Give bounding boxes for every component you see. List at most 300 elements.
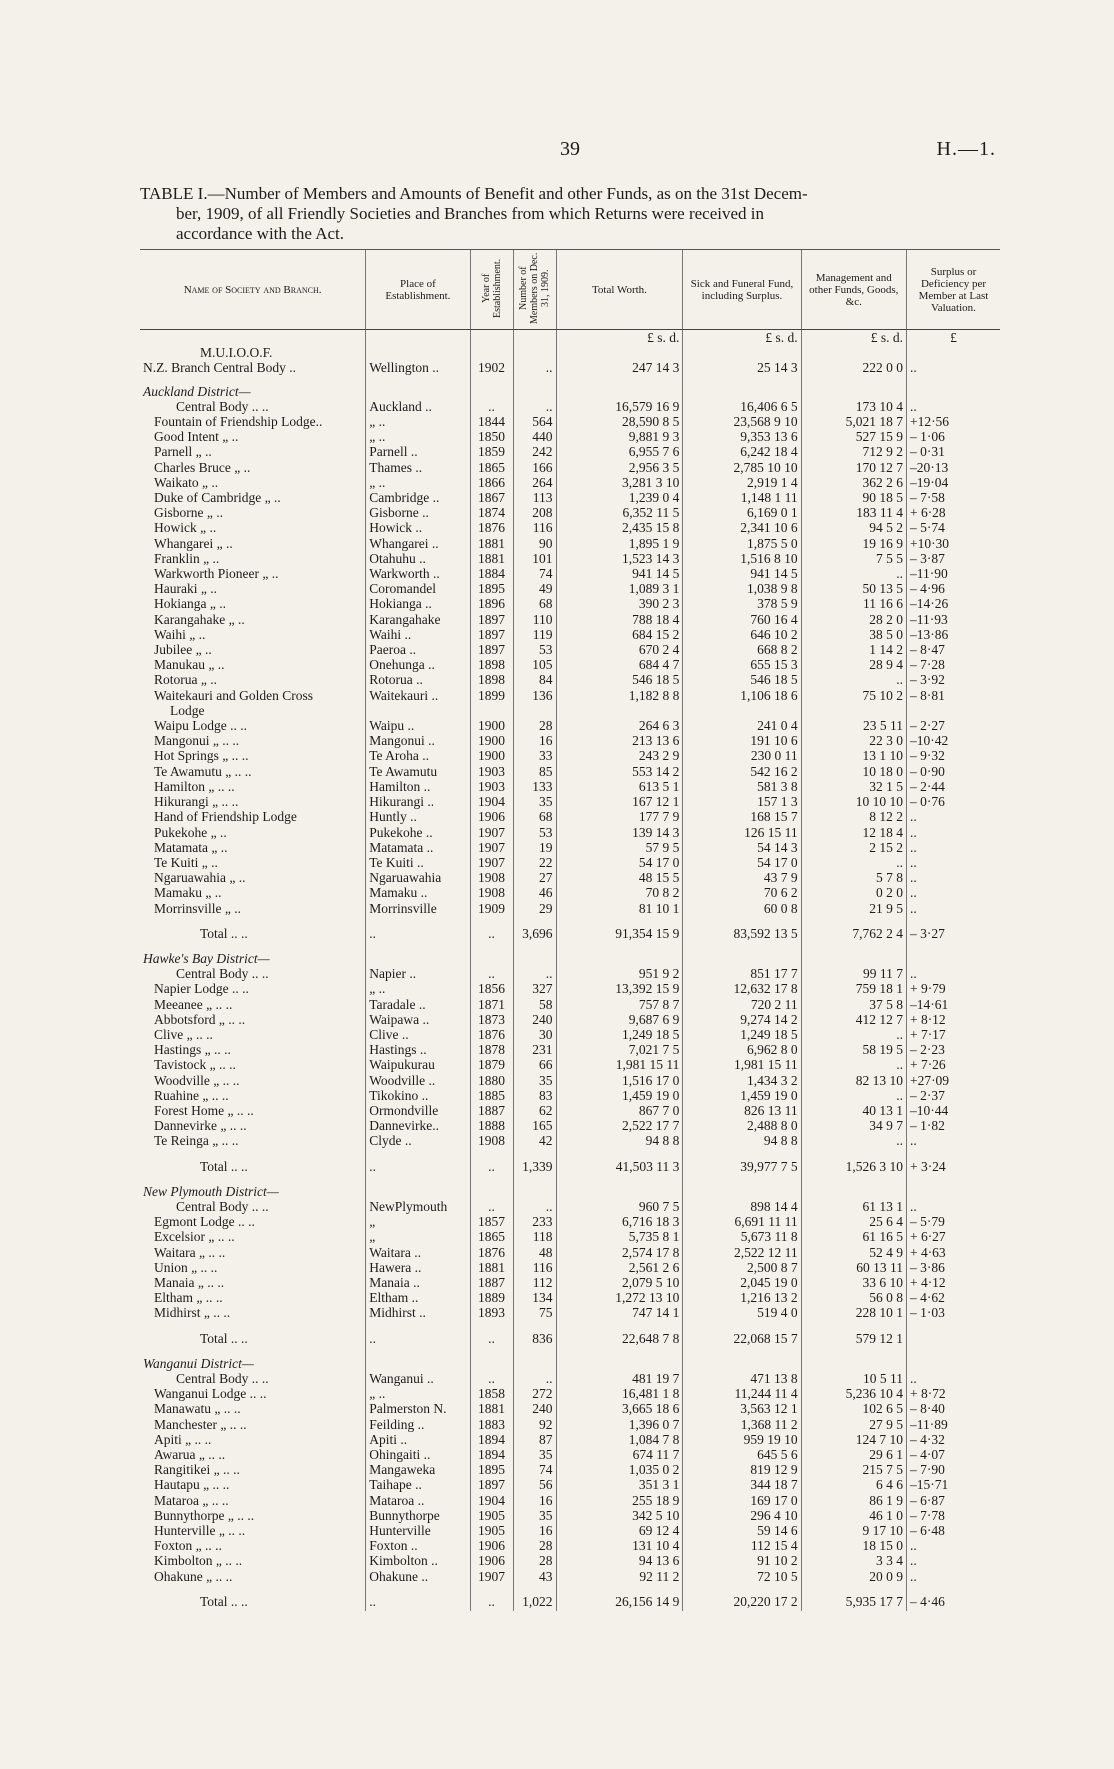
cell-surplus: – 7·28 [909, 657, 945, 673]
cell-members: 58 [513, 997, 556, 1012]
cell-total: 960 7 5 [556, 1199, 683, 1214]
cell-surplus: .. [909, 870, 917, 886]
cell-sick: 1,368 11 2 [683, 1417, 801, 1432]
cell-mgmt: 5 7 8 [801, 870, 906, 885]
cell-members: 33 [513, 748, 556, 763]
district-heading-row [140, 1356, 1000, 1371]
cell-total: 1,523 14 3 [556, 551, 683, 566]
cell-surplus: .. [909, 1553, 917, 1569]
cell-members: 30 [513, 1027, 556, 1042]
cell-surplus: – 5·79 [909, 1214, 945, 1230]
cell-mgmt: .. [801, 1057, 906, 1072]
cell-place: „ .. [366, 981, 470, 996]
cell-mgmt: 170 12 7 [801, 460, 906, 475]
table-row [140, 1073, 1000, 1088]
table-row [140, 1386, 1000, 1401]
cell-mgmt: 10 18 0 [801, 764, 906, 779]
table-row [140, 1523, 1000, 1538]
cell-surplus: .. [909, 1538, 917, 1554]
cell-members: 27 [513, 870, 556, 885]
table-row [140, 901, 1000, 916]
cell-total: 6,716 18 3 [556, 1214, 683, 1229]
table-row [140, 825, 1000, 840]
cell-mgmt: 33 6 10 [801, 1275, 906, 1290]
cell-year: 1880 [470, 1073, 513, 1088]
cell-name: Excelsior „ .. .. [140, 1229, 366, 1244]
cell-mgmt: .. [801, 566, 906, 581]
cell-total: 2,522 17 7 [556, 1118, 683, 1133]
table-row [140, 1432, 1000, 1447]
cell-name: Central Body .. .. [140, 1371, 366, 1386]
cell-place: Napier .. [366, 966, 470, 981]
cell-place: „ .. [366, 475, 470, 490]
cell-total: 9,881 9 3 [556, 429, 683, 444]
cell-place: Huntly .. [366, 809, 470, 824]
cell-sick: 9,274 14 2 [683, 1012, 801, 1027]
cell-total: 9,687 6 9 [556, 1012, 683, 1027]
table-row [140, 475, 1000, 490]
cell-sick: 2,488 8 0 [683, 1118, 801, 1133]
cell-year: 1885 [470, 1088, 513, 1103]
cell-year: 1865 [470, 1229, 513, 1244]
cell-place: Ohingaiti .. [366, 1447, 470, 1462]
col-header-name: Name of Society and Branch. [140, 250, 366, 330]
cell-sick: 12,632 17 8 [683, 981, 801, 996]
cell-members: 74 [513, 566, 556, 581]
cell-place: Kimbolton .. [366, 1553, 470, 1568]
cell-mgmt: 6 4 6 [801, 1477, 906, 1492]
cell-surplus: –10·44 [909, 1102, 949, 1118]
title-line-3: accordance with the Act. [176, 224, 345, 243]
cell-year: 1903 [470, 764, 513, 779]
cell-members: 68 [513, 809, 556, 824]
cell-total: 553 14 2 [556, 764, 683, 779]
cell-sick: 2,785 10 10 [683, 460, 801, 475]
cell-year: .. [470, 924, 513, 943]
cell-mgmt: 10 5 11 [801, 1371, 906, 1386]
cell-place: Mangonui .. [366, 733, 470, 748]
cell-place: Taihape .. [366, 1477, 470, 1492]
cell-total: 2,435 15 8 [556, 520, 683, 535]
cell-place: Coromandel [366, 581, 470, 596]
cell-surplus: – 0·90 [909, 763, 945, 779]
cell-year: 1866 [470, 475, 513, 490]
cell-place: Ngaruawahia [366, 870, 470, 885]
cell-mgmt: 32 1 5 [801, 779, 906, 794]
cell-year: 1878 [470, 1042, 513, 1057]
cell-members: 43 [513, 1569, 556, 1584]
cell-sick: 91 10 2 [683, 1553, 801, 1568]
cell-mgmt: 58 19 5 [801, 1042, 906, 1057]
cell-mgmt: 99 11 7 [801, 966, 906, 981]
cell-year: 1881 [470, 551, 513, 566]
cell-surplus: – 2·23 [909, 1042, 945, 1058]
cell-sick: 83,592 13 5 [683, 924, 801, 943]
district-heading-row [140, 1184, 1000, 1199]
col-header-surplus: Surplus or Deficiency per Member at Last Valuation. [906, 250, 1000, 330]
cell-total: 41,503 11 3 [556, 1157, 683, 1176]
cell-total: 951 9 2 [556, 966, 683, 981]
cell-members: 74 [513, 1462, 556, 1477]
cell-name: Te Awamutu „ .. .. [140, 764, 366, 779]
cell-year: 1844 [470, 414, 513, 429]
cell-total: 22,648 7 8 [556, 1329, 683, 1348]
spacer-row [140, 916, 1000, 924]
cell-members: 165 [513, 1118, 556, 1133]
table-row [140, 855, 1000, 870]
cell-year: 1887 [470, 1275, 513, 1290]
cell-place: Pukekohe .. [366, 825, 470, 840]
cell-place: Wanganui .. [366, 1371, 470, 1386]
cell-surplus: +12·56 [909, 414, 950, 430]
header-row [140, 250, 1000, 330]
cell-surplus: – 9·32 [909, 748, 945, 764]
table-row [140, 997, 1000, 1012]
cell-surplus: – 4·32 [909, 1431, 945, 1447]
cell-total: 1,182 8 8 [556, 688, 683, 703]
cell-total: 684 4 7 [556, 657, 683, 672]
cell-surplus: .. [909, 1133, 917, 1149]
cell-year: 1893 [470, 1305, 513, 1320]
cell-total: 1,981 15 11 [556, 1057, 683, 1072]
cell-members: 49 [513, 581, 556, 596]
col-header-members: Number of Members on Dec. 31, 1909. [513, 250, 556, 330]
cell-total: 7,021 7 5 [556, 1042, 683, 1057]
cell-place: Bunnythorpe [366, 1508, 470, 1523]
table-row [140, 981, 1000, 996]
cell-total: 264 6 3 [556, 718, 683, 733]
total-row [140, 1157, 1000, 1176]
cell-place: Foxton .. [366, 1538, 470, 1553]
cell-members: 105 [513, 657, 556, 672]
cell-year: 1907 [470, 1569, 513, 1584]
cell-year: .. [470, 399, 513, 414]
table-row [140, 1275, 1000, 1290]
cell-year: 1906 [470, 809, 513, 824]
cell-mgmt: 215 7 5 [801, 1462, 906, 1477]
cell-surplus: – 2·37 [909, 1087, 945, 1103]
cell-surplus: + 8·72 [909, 1386, 946, 1402]
table-row [140, 1508, 1000, 1523]
cell-members: 62 [513, 1103, 556, 1118]
unit-sick: £ s. d. [683, 330, 801, 346]
cell-place: Waitekauri .. [366, 688, 470, 703]
cell-surplus: – 1·82 [909, 1118, 945, 1134]
table-row [140, 1417, 1000, 1432]
cell-mgmt: 18 15 0 [801, 1538, 906, 1553]
cell-place: Karangahake [366, 612, 470, 627]
cell-name: Meeanee „ .. .. [140, 997, 366, 1012]
society-name: M.U.I.O.O.F. [140, 345, 366, 360]
cell-sick: 655 15 3 [683, 657, 801, 672]
cell-members: 84 [513, 672, 556, 687]
cell-total: 1,089 3 1 [556, 581, 683, 596]
cell-place: Ormondville [366, 1103, 470, 1118]
cell-name: Foxton „ .. .. [140, 1538, 366, 1553]
cell-members: 119 [513, 627, 556, 642]
cell-surplus: + 8·12 [909, 1011, 946, 1027]
cell-sick: 39,977 7 5 [683, 1157, 801, 1176]
cell-surplus: .. [909, 360, 917, 376]
cell-place: Midhirst .. [366, 1305, 470, 1320]
cell-name: Hastings „ .. .. [140, 1042, 366, 1057]
cell-year: 1867 [470, 490, 513, 505]
table-row [140, 1214, 1000, 1229]
cell-year: 1908 [470, 1133, 513, 1148]
cell-sick: 169 17 0 [683, 1493, 801, 1508]
cell-sick: 1,216 13 2 [683, 1290, 801, 1305]
cell-year: 1894 [470, 1447, 513, 1462]
cell-name: Ohakune „ .. .. [140, 1569, 366, 1584]
cell-place: Mataroa .. [366, 1493, 470, 1508]
cell-mgmt: 712 9 2 [801, 444, 906, 459]
cell-surplus: .. [909, 900, 917, 916]
cell-total: 546 18 5 [556, 672, 683, 687]
cell-name: Eltham „ .. .. [140, 1290, 366, 1305]
cell-members: 19 [513, 840, 556, 855]
document-reference: H.—1. [936, 138, 996, 160]
cell-place: Hokianga .. [366, 596, 470, 611]
cell-mgmt: 38 5 0 [801, 627, 906, 642]
cell-sick: 646 10 2 [683, 627, 801, 642]
cell-mgmt: 1 14 2 [801, 642, 906, 657]
cell-year: 1900 [470, 748, 513, 763]
cell-total: 1,239 0 4 [556, 490, 683, 505]
cell-members: 242 [513, 444, 556, 459]
cell-surplus [906, 703, 1000, 718]
cell-surplus: –13·86 [909, 626, 949, 642]
cell-surplus: –11·89 [909, 1416, 948, 1432]
cell-mgmt: 1,526 3 10 [801, 1157, 906, 1176]
cell-name: Waihi „ .. [140, 627, 366, 642]
cell-total: 243 2 9 [556, 748, 683, 763]
cell-members: 28 [513, 1553, 556, 1568]
cell-year: .. [470, 1592, 513, 1611]
cell-members: 53 [513, 825, 556, 840]
cell-surplus: – 7·78 [909, 1507, 945, 1523]
cell-place: Warkworth .. [366, 566, 470, 581]
table-row [140, 505, 1000, 520]
cell-total: 177 7 9 [556, 809, 683, 824]
cell-place: Hamilton .. [366, 779, 470, 794]
spacer-row [140, 1176, 1000, 1184]
table-row [140, 870, 1000, 885]
cell-surplus: .. [909, 1568, 917, 1584]
cell-place: Waitara .. [366, 1245, 470, 1260]
table-title [140, 184, 1000, 244]
cell-name: Total .. .. [140, 1329, 366, 1348]
cell-total: 1,035 0 2 [556, 1462, 683, 1477]
cell-total: 1,084 7 8 [556, 1432, 683, 1447]
cell-surplus: + 9·79 [909, 981, 946, 997]
cell-sick: 1,249 18 5 [683, 1027, 801, 1042]
table-row [140, 809, 1000, 824]
cell-mgmt: .. [801, 1088, 906, 1103]
cell-name: Total .. .. [140, 1157, 366, 1176]
table-row [140, 794, 1000, 809]
table-row [140, 1103, 1000, 1118]
cell-mgmt: 5,935 17 7 [801, 1592, 906, 1611]
cell-year: 1908 [470, 870, 513, 885]
table-row [140, 1290, 1000, 1305]
cell-name: Total .. .. [140, 924, 366, 943]
cell-year: 1876 [470, 520, 513, 535]
cell-mgmt: 82 13 10 [801, 1073, 906, 1088]
cell-total [556, 703, 683, 718]
cell-year: 1899 [470, 688, 513, 703]
cell-sick: 1,434 3 2 [683, 1073, 801, 1088]
cell-sick: 157 1 3 [683, 794, 801, 809]
cell-members: 240 [513, 1012, 556, 1027]
cell-place: Manaia .. [366, 1275, 470, 1290]
cell-sick: 959 19 10 [683, 1432, 801, 1447]
cell-members [513, 703, 556, 718]
cell-mgmt: 13 1 10 [801, 748, 906, 763]
cell-mgmt: 222 0 0 [801, 360, 906, 375]
cell-surplus: .. [909, 824, 917, 840]
cell-sick: 941 14 5 [683, 566, 801, 581]
table-row [140, 642, 1000, 657]
cell-place: Te Kuiti .. [366, 855, 470, 870]
cell-name: Mamaku „ .. [140, 885, 366, 900]
cell-place: „ .. [366, 1386, 470, 1401]
cell-year: 1904 [470, 1493, 513, 1508]
cell-total: 1,516 17 0 [556, 1073, 683, 1088]
cell-year: 1906 [470, 1538, 513, 1553]
cell-place: Mamaku .. [366, 885, 470, 900]
table-row [140, 688, 1000, 703]
table-row [140, 1057, 1000, 1072]
cell-total: 91,354 15 9 [556, 924, 683, 943]
cell-sick: 60 0 8 [683, 901, 801, 916]
cell-sick: 6,169 0 1 [683, 505, 801, 520]
cell-members: 231 [513, 1042, 556, 1057]
cell-place: Hawera .. [366, 1260, 470, 1275]
cell-mgmt: 60 13 11 [801, 1260, 906, 1275]
cell-place: Hikurangi .. [366, 794, 470, 809]
cell-sick: 54 14 3 [683, 840, 801, 855]
cell-place: Gisborne .. [366, 505, 470, 520]
cell-members: .. [513, 1199, 556, 1214]
table-row [140, 1245, 1000, 1260]
cell-place: Cambridge .. [366, 490, 470, 505]
col-header-mgmt: Management and other Funds, Goods, &c. [801, 250, 906, 330]
cell-mgmt: 8 12 2 [801, 809, 906, 824]
cell-name: Jubilee „ .. [140, 642, 366, 657]
cell-sick: 3,563 12 1 [683, 1401, 801, 1416]
cell-surplus: –15·71 [909, 1477, 949, 1493]
cell-surplus: –11·90 [909, 566, 948, 582]
cell-place: NewPlymouth [366, 1199, 470, 1214]
cell-surplus: – 3·87 [909, 550, 945, 566]
cell-members: 53 [513, 642, 556, 657]
cell-surplus: –10·42 [909, 733, 949, 749]
table-row [140, 551, 1000, 566]
cell-place: .. [366, 1157, 470, 1176]
cell-total: 2,956 3 5 [556, 460, 683, 475]
cell-sick: 1,106 18 6 [683, 688, 801, 703]
cell-members: 35 [513, 1447, 556, 1462]
cell-mgmt: 29 6 1 [801, 1447, 906, 1462]
cell-place [366, 703, 470, 718]
cell-place: Hunterville [366, 1523, 470, 1538]
cell-mgmt: 7 5 5 [801, 551, 906, 566]
cell-mgmt: 759 18 1 [801, 981, 906, 996]
table-row [140, 536, 1000, 551]
cell-name: Waikato „ .. [140, 475, 366, 490]
cell-year: 1909 [470, 901, 513, 916]
cell-total: 57 9 5 [556, 840, 683, 855]
cell-surplus: – 5·74 [909, 520, 945, 536]
cell-place: Waihi .. [366, 627, 470, 642]
table-row [140, 718, 1000, 733]
cell-name: Waitekauri and Golden Cross [140, 688, 366, 703]
cell-surplus: + 6·27 [909, 1229, 946, 1245]
cell-sick: 542 16 2 [683, 764, 801, 779]
cell-name: Clive „ .. .. [140, 1027, 366, 1042]
table-row [140, 1401, 1000, 1416]
cell-place: Ohakune .. [366, 1569, 470, 1584]
cell-sick: 2,522 12 11 [683, 1245, 801, 1260]
cell-name: Central Body .. .. [140, 1199, 366, 1214]
cell-members: 87 [513, 1432, 556, 1447]
cell-members: 83 [513, 1088, 556, 1103]
cell-sick: 1,459 19 0 [683, 1088, 801, 1103]
cell-members: 92 [513, 1417, 556, 1432]
cell-mgmt: 7,762 2 4 [801, 924, 906, 943]
cell-place: Paeroa .. [366, 642, 470, 657]
table-row [140, 779, 1000, 794]
district-heading-row [140, 384, 1000, 399]
cell-mgmt: .. [801, 1027, 906, 1042]
cell-surplus: .. [909, 398, 917, 414]
cell-mgmt: 0 2 0 [801, 885, 906, 900]
cell-surplus: .. [909, 1198, 917, 1214]
cell-sick: 826 13 11 [683, 1103, 801, 1118]
cell-year: 1906 [470, 1553, 513, 1568]
cell-name: Hauraki „ .. [140, 581, 366, 596]
cell-mgmt: 5,021 18 7 [801, 414, 906, 429]
cell-place: Dannevirke.. [366, 1118, 470, 1133]
cell-year: 1883 [470, 1417, 513, 1432]
cell-mgmt: .. [801, 672, 906, 687]
cell-total: 670 2 4 [556, 642, 683, 657]
cell-members: 42 [513, 1133, 556, 1148]
cell-mgmt: 10 10 10 [801, 794, 906, 809]
cell-surplus: .. [909, 809, 917, 825]
cell-total: 5,735 8 1 [556, 1229, 683, 1244]
cell-mgmt: 86 1 9 [801, 1493, 906, 1508]
cell-name: Lodge [140, 703, 366, 718]
table-row [140, 596, 1000, 611]
cell-members: .. [513, 360, 556, 375]
cell-members: 327 [513, 981, 556, 996]
cell-surplus: – 4·46 [909, 1593, 945, 1609]
cell-mgmt: 228 10 1 [801, 1305, 906, 1320]
cell-surplus: – 8·40 [909, 1401, 945, 1417]
cell-total: 16,481 1 8 [556, 1386, 683, 1401]
cell-year: 1907 [470, 855, 513, 870]
cell-mgmt: 40 13 1 [801, 1103, 906, 1118]
cell-members: 264 [513, 475, 556, 490]
district-name: Auckland District— [140, 384, 366, 399]
cell-year: 1876 [470, 1027, 513, 1042]
cell-surplus [906, 1329, 1000, 1348]
cell-name: Howick „ .. [140, 520, 366, 535]
cell-total: 13,392 15 9 [556, 981, 683, 996]
cell-total: 48 15 5 [556, 870, 683, 885]
cell-surplus: – 0·31 [909, 444, 945, 460]
